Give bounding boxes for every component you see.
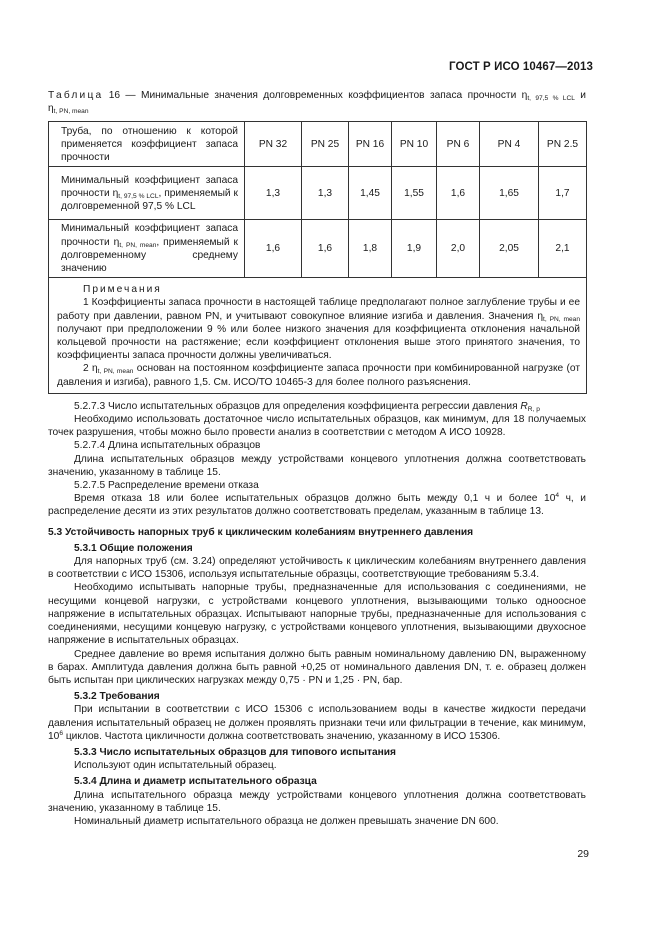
- section-5-3-1-heading: 5.3.1 Общие положения: [74, 542, 193, 554]
- row-label-text: , применяемый к долговременной 97,5 % LCL: [61, 187, 238, 212]
- note-text: получают при предположении 9 % или более низкого значения для коэффициента отклонения начальной кольцевой прочности на растяжение; если коэффициент отклонения выше этого принятого значения, то коэффициенты запаса прочности должны увеличиваться.: [57, 323, 580, 362]
- eta-subscript: t, PN, mean: [543, 315, 580, 323]
- table-cell: 1,45: [349, 167, 392, 220]
- clause-5-2-7-5-heading: 5.2.7.5 Распределение времени отказа: [74, 480, 259, 492]
- body-text: [48, 400, 586, 828]
- table-cell: 1,3: [245, 167, 302, 220]
- eta-symbol: η: [537, 310, 544, 322]
- paragraph: Используют один испытательный образец.: [74, 760, 277, 772]
- table-notes-row: [49, 278, 587, 394]
- column-header: PN 4: [480, 122, 539, 167]
- table-cell: 1,9: [392, 220, 437, 278]
- section-5-3-heading: 5.3 Устойчивость напорных труб к циклическим колебаниям внутреннего давления: [48, 526, 474, 538]
- page-number: 29: [577, 848, 589, 860]
- table-cell: 1,6: [302, 220, 349, 278]
- table-row: [49, 220, 587, 278]
- eta-subscript: t, PN, mean: [97, 368, 134, 376]
- symbol-r: R: [520, 400, 528, 412]
- table-caption: [48, 89, 586, 102]
- table-row: [49, 167, 587, 220]
- eta-symbol: η: [112, 187, 119, 199]
- table-cell: 2,1: [539, 220, 587, 278]
- table-caption-text: 16 — Минимальные значения долговременных коэффициентов запаса прочности: [108, 90, 517, 101]
- table-cell: 1,65: [480, 167, 539, 220]
- paragraph: [48, 703, 586, 743]
- document-code: ГОСТ Р ИСО 10467—2013: [448, 61, 593, 73]
- column-header: PN 10: [392, 122, 437, 167]
- eta-symbol: η: [113, 236, 120, 248]
- eta-subscript: t, PN, mean: [119, 241, 157, 249]
- section-5-3-3-heading: 5.3.3 Число испытательных образцов для типового испытания: [74, 746, 396, 758]
- column-header: PN 25: [302, 122, 349, 167]
- row-label-text: Минимальный коэффициент запаса прочности: [61, 223, 238, 248]
- table-caption-and: и: [580, 90, 586, 101]
- paragraph: [48, 492, 586, 518]
- paragraph: Необходимо испытывать напорные трубы, предназначенные для использования с соединениями, не несущими концевой нагрузки, с устройствами концевого уплотнения, вызывающими только одноосное напряжение в испытательных образцах. Испытывают напорные трубы, предназначенные для использования с соединениями, несущими концевую нагрузку, с устройствами концевого уплотнения, вызывающими двухосное напряжение в испытательных образцах.: [48, 582, 586, 647]
- eta-symbol: η: [48, 103, 54, 115]
- table-cell: 1,8: [349, 220, 392, 278]
- column-header: PN 32: [245, 122, 302, 167]
- superscript: 6: [59, 729, 64, 737]
- eta-symbol: η: [521, 90, 528, 101]
- paragraph: Для напорных труб (см. 3.24) определяют устойчивость к циклическим колебаниям внутреннего давления в соответствии с ИСО 15306, используя испытательные образцы, соответствующие требованиям 5.3.4.: [48, 556, 586, 581]
- column-header: PN 2.5: [539, 122, 587, 167]
- row-label-cell: [49, 220, 245, 278]
- safety-factor-table: [48, 121, 587, 393]
- clause-text: 5.2.7.3 Число испытательных образцов для определения коэффициента регрессии давления: [74, 400, 521, 412]
- table-cell: 1,55: [392, 167, 437, 220]
- page-content: [48, 89, 586, 828]
- row-label-text: Минимальный коэффициент запаса прочности: [61, 174, 238, 199]
- paragraph: Номинальный диаметр испытательного образца не должен превышать значение DN 600.: [74, 815, 499, 827]
- clause-5-2-7-3-heading: [48, 400, 586, 413]
- note-text: основан на постоянном коэффициенте запаса прочности при комбинированной нагрузке (от давления и изгиба), равного 1,5. См. ИСО/ТО 10465-3 для более полного разъяснения.: [57, 363, 580, 388]
- eta-subscript: t, 97,5 % LCL: [118, 192, 159, 200]
- paragraph-text: При испытании в соответствии с ИСО 15306 с использованием воды в качестве жидкости передачи давления испытательный образец не должен проявлять признаки течи или фильтрации в течение, как минимум, 10: [48, 704, 586, 742]
- table-cell: 2,05: [480, 220, 539, 278]
- table-cell: 1,6: [437, 167, 480, 220]
- paragraph: Необходимо использовать достаточное число испытательных образцов, как минимум, для 18 получаемых точек разрушения, чтобы можно было провести анализ в соответствии с методом А ИСО 10928.: [48, 414, 586, 439]
- table-header-row: [49, 122, 587, 167]
- notes-title: Примечания: [83, 284, 162, 296]
- table-caption-word: Таблица: [48, 90, 104, 101]
- clause-5-2-7-4-heading: 5.2.7.4 Длина испытательных образцов: [74, 440, 261, 452]
- table-cell: 2,0: [437, 220, 480, 278]
- table-cell: 1,6: [245, 220, 302, 278]
- paragraph: Среднее давление во время испытания должно быть равным номинальному давлению DN, выраженному в барах. Амплитуда давления должна быть равной +0,25 от номинального давления DN, т. е. образец должен быть испытан при циклических нагрузках между 0,75 · PN и 1,25 · PN, бар.: [48, 648, 586, 686]
- paragraph-text: Время отказа 18 или более испытательных образцов должно быть между 0,1 ч и более 10: [74, 493, 556, 505]
- superscript: 4: [555, 492, 560, 500]
- column-header: PN 6: [437, 122, 480, 167]
- table-cell: 1,7: [539, 167, 587, 220]
- section-5-3-2-heading: 5.3.2 Требования: [74, 691, 160, 703]
- eta-subscript: t, PN, mean: [53, 108, 89, 116]
- row-label-text: , применяемый к долговременному среднему значению: [61, 236, 238, 275]
- table-notes: [49, 278, 587, 394]
- paragraph: Длина испытательного образца между устройствами концевого уплотнения должна соответствовать значению, указанному в таблице 15.: [48, 789, 586, 814]
- table-caption-line2: [48, 102, 586, 115]
- section-5-3-4-heading: 5.3.4 Длина и диаметр испытательного образца: [74, 776, 317, 788]
- paragraph-text: ч, и распределение десяти из этих результатов должно соответствовать пределам, указанным в таблице 13.: [48, 493, 586, 518]
- eta-subscript: t, 97,5 % LCL: [527, 95, 575, 102]
- note-1: [57, 296, 580, 362]
- row-label-cell: [49, 167, 245, 220]
- paragraph: Длина испытательных образцов между устройствами концевого уплотнения должна соответствовать значению, указанному в таблице 15.: [48, 453, 586, 478]
- paragraph-text: циклов. Частота цикличности должна соответствовать значению, указанному в ИСО 15306.: [63, 730, 501, 742]
- symbol-subscript: R, p: [527, 405, 540, 413]
- eta-symbol: η: [91, 363, 98, 375]
- column-header: PN 16: [349, 122, 392, 167]
- note-text: 1 Коэффициенты запаса прочности в настоящей таблице предполагают полное заглубление трубы и ее работу при давлении, равном PN, и учитывают совокупное влияние изгиба и давления. Значения: [57, 297, 580, 322]
- note-2: [57, 362, 580, 388]
- note-text: 2: [83, 363, 92, 375]
- table-cell: 1,3: [302, 167, 349, 220]
- header-label-cell: Труба, по отношению к которой применяется коэффициент запаса прочности: [49, 122, 245, 167]
